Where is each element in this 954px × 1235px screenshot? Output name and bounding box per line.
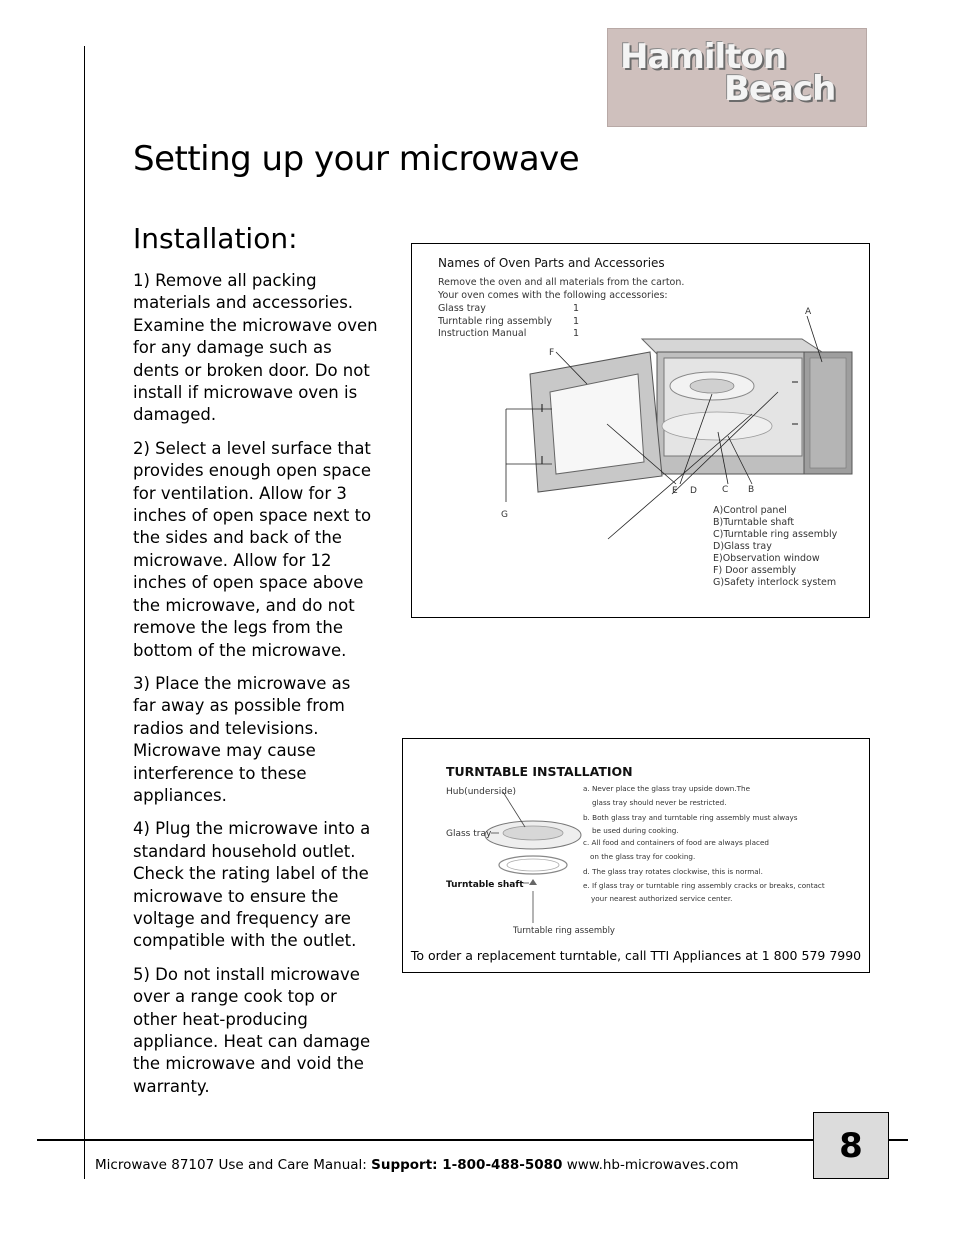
part-letter-e: E	[672, 486, 678, 496]
step-4: 4) Plug the microwave into a standard household outlet. Check the rating label of the microwave to ensure the voltage and frequency are compatible with the outlet.	[133, 819, 371, 951]
step-1: 1) Remove all packing materials and accessories. Examine the microwave oven for any damage such as dents or broken door. Do not install if microwave oven is damaged.	[133, 271, 378, 425]
accessory-name-1: Glass tray	[438, 303, 486, 314]
label-ring-assembly: Turntable ring assembly	[513, 926, 615, 936]
part-letter-a: A	[805, 307, 812, 317]
parts-heading: Names of Oven Parts and Accessories	[438, 256, 665, 270]
accessory-qty-2: 1	[573, 316, 580, 327]
parts-intro-1: Remove the oven and all materials from the carton.	[438, 277, 685, 288]
legend-f: F) Door assembly	[713, 565, 797, 576]
footer-support: Support: 1-800-488-5080	[371, 1157, 563, 1173]
note-b1: b. Both glass tray and turntable ring assembly must always	[583, 813, 798, 822]
label-turntable-shaft: Turntable shaft	[446, 880, 524, 890]
replacement-caption: To order a replacement turntable, call TTI Appliances at 1 800 579 7990	[410, 948, 862, 963]
hamilton-beach-logo	[607, 28, 867, 127]
label-hub: Hub(underside)	[446, 787, 517, 797]
accessory-name-3: Instruction Manual	[438, 328, 527, 339]
microwave-illustration	[530, 339, 852, 492]
footer	[95, 1157, 738, 1173]
installation-steps	[133, 270, 378, 1109]
accessory-name-2: Turntable ring assembly	[438, 316, 552, 327]
note-c1: c. All food and containers of food are always placed	[583, 838, 769, 847]
footer-url[interactable]: www.hb-microwaves.com	[562, 1157, 739, 1173]
footer-rule	[37, 1139, 908, 1141]
section-heading: Installation:	[133, 222, 298, 255]
part-letter-f: F	[549, 348, 555, 358]
legend-e: E)Observation window	[713, 553, 820, 564]
margin-rule	[84, 46, 85, 1179]
turntable-installation-figure	[402, 738, 870, 973]
turntable-diagram	[403, 739, 869, 944]
step-3: 3) Place the microwave as far away as possible from radios and televisions. Microwave may cause interference to these appliances.	[133, 673, 351, 805]
note-a1: a. Never place the glass tray upside down.The	[583, 784, 751, 793]
legend-g: G)Safety interlock system	[713, 577, 837, 588]
part-letter-c: C	[722, 485, 729, 495]
legend-b: B)Turntable shaft	[713, 517, 795, 528]
accessory-qty-3: 1	[573, 328, 580, 339]
oven-parts-figure	[411, 243, 870, 618]
footer-manual-text: Microwave 87107 Use and Care Manual:	[95, 1157, 372, 1173]
turntable-illustration	[485, 821, 581, 885]
note-e1: e. If glass tray or turntable ring assembly cracks or breaks, contact	[583, 881, 825, 890]
part-letter-b: B	[748, 485, 755, 495]
note-a2: glass tray should never be restricted.	[592, 798, 727, 807]
part-letter-d: D	[690, 486, 697, 496]
logo-line1: Hamilton	[620, 37, 786, 77]
note-d: d. The glass tray rotates clockwise, this is normal.	[583, 867, 763, 876]
part-letter-g: G	[501, 510, 508, 520]
logo-line2: Beach	[724, 69, 836, 109]
turntable-heading: TURNTABLE INSTALLATION	[446, 764, 633, 779]
note-b2: be used during cooking.	[592, 826, 679, 835]
page-number: 8	[813, 1112, 889, 1179]
legend-a: A)Control panel	[713, 505, 787, 516]
step-2: 2) Select a level surface that provides enough open space for ventilation. Allow for 3 inches of open space next to the sides and back of the microwave. Allow for 12 inches of open space above the microwave, and do not remove the legs from the bottom of the microwave.	[133, 438, 372, 660]
legend-d: D)Glass tray	[713, 541, 772, 552]
note-e2: your nearest authorized service center.	[591, 894, 733, 903]
page-title: Setting up your microwave	[133, 139, 580, 179]
step-5: 5) Do not install microwave over a range cook top or other heat-producing appliance. Heat can damage the microwave and void the warranty.	[133, 964, 371, 1096]
oven-parts-diagram	[412, 244, 869, 617]
accessory-qty-1: 1	[573, 303, 580, 314]
note-c2: on the glass tray for cooking.	[590, 852, 696, 861]
parts-intro-2: Your oven comes with the following accessories:	[438, 290, 668, 301]
legend-c: C)Turntable ring assembly	[713, 529, 838, 540]
label-glass-tray: Glass tray	[446, 829, 492, 839]
